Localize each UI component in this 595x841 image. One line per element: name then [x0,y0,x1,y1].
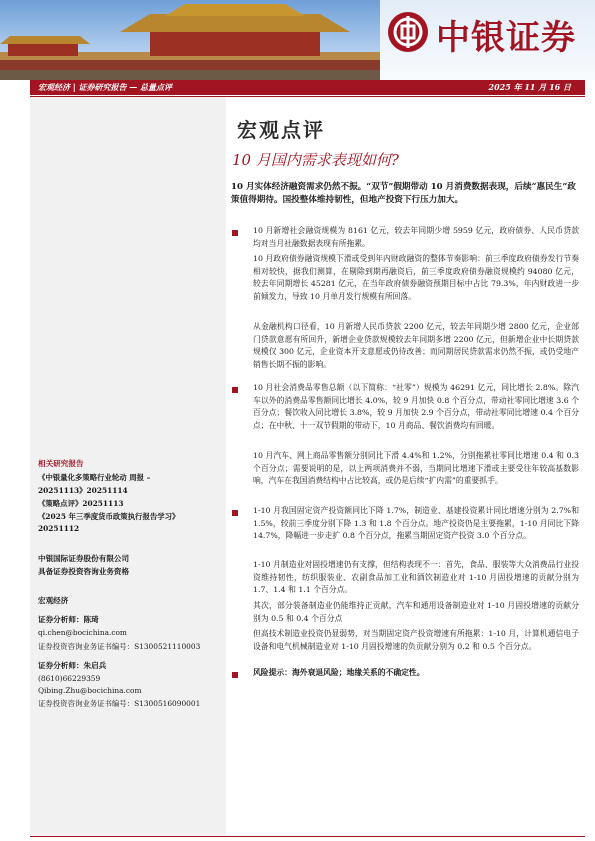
body-paragraph: 10 月新增社会融资规模为 8161 亿元，较去年同期少增 5959 亿元，政府债券、人民币贷款均对当月社融数据表现有所拖累。 [253,226,579,248]
analyst2-cert: 证券投资咨询业务证书编号：S1300516090001 [38,699,201,708]
analyst1-email: qi.chen@bocichina.com [38,628,127,637]
report-subtitle: 10 月国内需求表现如何? [232,151,399,169]
report-lead-summary: 10 月实体经济融资需求仍然不振。“双节”假期带动 10 月消费数据表现，后续“惠民生”政策值得期待。国投整体维持韧性，但地产投资下行压力加大。 [231,182,576,205]
related-report-line: 《策略点评》20251113 [38,499,124,508]
analyst1-cert: 证券投资咨询业务证书编号：S1300521110003 [38,642,201,651]
body-paragraph: 1-10 月我国固定资产投资额同比下降 1.7%，制造业、基建投资累计同比增速分别为 2.7%和 1.5%，较前三季度分别下降 1.3 和 1.8 个百分点。地产投资仍是主要拖累，1-10 月同比下降 14.7%，降幅进一步走扩 0.8 个百分点，拖累当期固定资产投资 3.0 个百分点。 [253,506,579,541]
related-report-line: 20251113》20251114 [38,486,128,495]
analyst2-phone: (8610)66229359 [38,674,101,683]
report-title: 宏观点评 [237,118,325,142]
related-report-line: 《2025 年三季度货币政策执行报告学习》 [38,512,180,521]
analyst2-name: 证券分析师：朱启兵 [38,661,107,670]
boc-logo-icon [388,12,428,52]
related-report-line: 20251112 [38,524,80,533]
header-banner [0,0,595,80]
bullet-square-icon [232,387,238,393]
analyst2-email: Qibing.Zhu@bocichina.com [38,686,142,695]
research-field: 宏观经济 [38,596,69,605]
report-header-bar [30,80,585,95]
body-paragraph: 10 月汽车、网上商品零售额分别同比下滑 4.4%和 1.2%，分别拖累社零同比增速 0.4 和 0.3 个百分点；需要说明的是，以上两项消费并不弱，当期同比增速下滑或主要受往年较高基数影响，汽车在我国消费结构中占比较高，或仍是后续“扩内需”的重要抓手。 [253,451,579,486]
body-paragraph: 1-10 月制造业对固投增速仍有支撑，但结构表现不一：首先，食品、服装等大众消费品行业投资维持韧性，纺织服装业、农副食品加工业和酒饮制造业对 1-10 月固投增速的贡献分别为 1.7、1.4 和 1.1 个百分点。 [253,560,579,595]
bullet-square-icon [232,510,238,516]
analyst1-name: 证券分析师：陈琦 [38,615,99,624]
risk-warning: 风险提示：海外衰退风险；地缘关系的不确定性。 [253,668,425,677]
report-date: 2025 年 11 月 16 日 [488,82,571,92]
body-paragraph: 10 月社会消费品零售总额（以下简称：“社零”）规模为 46291 亿元，同比增长 2.8%。除汽车以外的消费品零售额同比增长 4.0%，较 9 月加快 0.8 个百分点，带动社零同比增速 3.6 个百分点；餐饮收入同比增长 3.8%，较 9 月加快 2.9 个百分点，带动社零同比增速 0.4 个百分点；在中秋、十一双节假期的带动下，10 月商品、餐饮消费均有回暖。 [253,383,579,430]
brand-name: 中银证券 [436,18,576,58]
related-reports-title: 相关研究报告 [38,459,84,468]
report-category: 宏观经济 | 证券研究报告 — 总量点评 [38,82,173,92]
divider-bottom [30,836,585,837]
firm-name: 中银国际证券股份有限公司 [38,554,130,563]
bullet-square-icon [232,230,238,236]
firm-qualification: 具备证券投资咨询业务资格 [38,567,130,576]
body-paragraph: 但高技术制造业投资仍显弱势，对当期固定资产投资增速有所拖累：1-10 月，计算机通信电子设备和电气机械制造业对 1-10 月固投增速的负贡献分别为 0.2 和 0.5 个百分点。 [253,629,579,651]
body-paragraph: 从金融机构口径看，10 月新增人民币贷款 2200 亿元，较去年同期少增 2800 亿元，企业部门贷款意愿有所回升，新增企业贷款规模较去年同期多增 2200 亿元，但新增企业中长期贷款规模仅 300 亿元，企业资本开支意愿或仍待改善；而同期居民贷款需求仍然不振，或仍受地产销售长期不振的影响。 [253,322,579,369]
body-paragraph: 10 月政府债券融资规模下滑或受到年内财政融资的整体节奏影响：前三季度政府债券发行节奏相对较快，据我们测算，在剔除到期再融资后，前三季度政府债券融资规模约 94080 亿元，较去年同期增长 45281 亿元，在当年政府债券融资预期目标中占比 79.3%，年内财政进一步前倾发力，导致 10 月单月发行规模有所回落。 [253,254,579,301]
bullet-square-icon [232,672,238,678]
related-report-line: 《中银量化多策略行业轮动 周报 – [38,473,151,482]
body-paragraph: 其次，部分装备制造业仍能维持正贡献，汽车和通用设备制造业对 1-10 月固投增速的贡献分别为 0.5 和 0.4 个百分点 [253,601,579,623]
